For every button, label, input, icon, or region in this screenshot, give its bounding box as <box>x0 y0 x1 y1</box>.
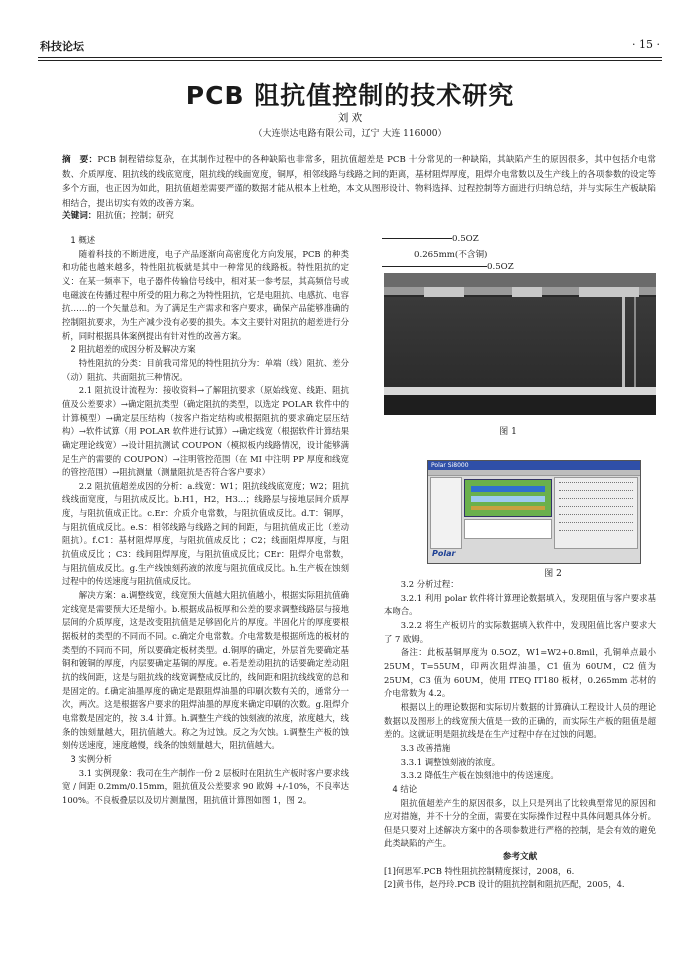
subsection-line: 3.3 改善措施 <box>400 742 451 753</box>
fig1-label-core: 0.265mm(不含铜) <box>414 250 488 260</box>
body-paragraph: 根据以上的理论数据和实际切片数据的计算确认工程设计人员的理论数据以及图形上的线宽预大值是一致的正确的，而实际生产板的阻值是超差的。这就证明是阻抗线是在生产过程中存在过蚀的问题。 <box>384 701 656 740</box>
left-column <box>62 234 349 808</box>
parameter-panel <box>554 477 638 549</box>
cross-section-image <box>384 273 656 415</box>
body-paragraph: 备注：此板基铜厚度为 0.5OZ，W1=W2+0.8mil，孔铜单点最小 25UM，T=55UM，印两次阻焊油墨，C1 值为 60UM，C2 值为 25UM，C3 值为 60UM，使用 ITEQ IT180 板材，0.265mm 芯材的介电常数为 4.2。 <box>384 647 656 699</box>
subsection-line: 3.2 分析过程： <box>400 579 459 589</box>
body-paragraph: 解决方案：a.调整线宽，线宽预大值越大阻抗值越小，根据实际阻抗值确定线宽是需要预大还是缩小。b.根据成品板厚和公差的要求调整线路层与接地层间的介质厚度，这是改变阻抗值是足够固化片的厚度。半固化片的厚度要根据板材的类型的不同而不同。c.确定介电常数。介电常数是根据所选的板材的类型的不同而不同，所以要确定板材类型。d.铜厚的确定，外层首先要确定基铜和镀铜的厚度，内层要确定基铜的厚度。e.若是差动阻抗的话要确定差动阻抗的线间距，这是与阻抗线的线宽调整成反比的，线间距和阻抗线线宽的总和是固定的。f.确定油墨厚度的确定是跟阻焊油墨的印刷次数有关的，通常分一次，两次。这是根据客户要求的阻焊油墨的厚度来确定印刷的次数。g.阻焊介电常数是固定的，按 3.4 计算。h.调整生产线的蚀刻液的浓度，浓度越大，线条的蚀刻量越大，阻抗值越大。称之为过蚀。反之为欠蚀。i.调整生产板的蚀刻传送速度，速度越慢，线条的蚀刻量越大，阻抗值越大。 <box>62 590 349 751</box>
page-number: · 15 · <box>632 38 660 51</box>
body-paragraph: 3.1 实例现象：我司在生产制作一份 2 层板时在阻抗生产板时客户要求线宽 / 间距 0.2mm/0.15mm，阻抗值及公差要求 90 欧姆 +/-10%，不良率达 100%。不良板叠层以及切片测量图，阻抗值计算图如图 1，图 2。 <box>62 767 349 805</box>
structure-diagram <box>464 479 552 517</box>
window-title: Polar Si8000 <box>428 461 640 470</box>
author: 刘 欢 <box>337 112 363 124</box>
section-heading: 4 结论 <box>392 783 418 794</box>
keywords <box>62 209 656 221</box>
body-paragraph: 2.1 阻抗设计流程为：接收资料→了解阻抗要求（原始线宽、线距、阻抗值及公差要求）→确定阻抗类型（确定阻抗的类型，以选定 POLAR 软件中的计算模型）→确定层压结构（按客户指定结构或根据阻抗的要求确定层压结构）→软件试算（用 POLAR 软件进行试算）→确定线宽（根据软件计算结果确定理论线宽）→设计阻抗测试 COUPON（模拟板内线路情况，设计能够满足生产的需要的 COUPON）→注明管控范围（在 MI 中注明 PP 厚度和线宽的管控范围）→阻抗测量（测量阻抗是否符合客户要求） <box>62 385 349 478</box>
abstract-label: 摘 要： <box>62 155 98 165</box>
figure1-caption: 图 1 <box>499 427 517 437</box>
header-rule-2 <box>38 60 662 61</box>
subsection-line: 3.3.1 调整蚀刻液的浓度。 <box>400 756 501 767</box>
keywords-label: 关键词： <box>62 211 97 221</box>
polar-software-screenshot <box>427 460 641 564</box>
body-paragraph: 3.2.1 利用 polar 软件将计算理论数据填入，发现阻值与客户要求基本吻合。 <box>384 592 656 617</box>
polar-logo: Polar <box>432 549 456 558</box>
header-rule <box>38 57 662 58</box>
section-heading: 2 阻抗超差的成因分析及解决方案 <box>70 344 196 355</box>
body-paragraph: 特性阻抗的分类：目前我司常见的特性阻抗分为：单端（线）阻抗、差分（动）阻抗、共面阻抗三种情况。 <box>62 357 349 382</box>
references-heading: 参考文献 <box>502 852 538 863</box>
subsection-line: 3.3.2 降低生产板在蚀刻池中的传送速度。 <box>400 770 559 781</box>
figure2-caption: 图 2 <box>544 569 562 579</box>
keywords-text: 阻抗值；控制；研究 <box>96 211 174 221</box>
reference-item: [2]黄书伟，赵丹玲.PCB 设计的阻抗控制和阻抗匹配，2005，4. <box>384 879 625 890</box>
fig1-label-top: 0.5OZ <box>382 234 479 244</box>
abstract-text: PCB 制程错综复杂，在其制作过程中的各种缺陷也非常多，阻抗值超差是 PCB 十分常见的一种缺陷，其缺陷产生的原因很多，其中包括介电常数、介质厚度、阻抗线的线底宽度，阻抗线的线面宽度，铜厚，相邻线路与线路之间的距离，基材阻焊厚度，阻焊介电常数以及生产线上的各项参数的设定等多个方面，也正因为如此，阻抗值超差需要严谨的数据才能从根本上杜绝，本文从图形设计、物料选择、过程控制等方面进行归纳总结，并与实际生产板缺陷相结合，提出切实有效的改善方案。 <box>62 155 656 209</box>
section-heading: 3 实例分析 <box>70 753 112 764</box>
body-paragraph: 阻抗值超差产生的原因很多，以上只是列出了比较典型常见的原因和应对措施，并不十分的全面，需要在实际操作过程中具体问题具体分析。但是只要对上述解决方案中的各项参数进行严格的控制，是会有效的避免此类缺陷的产生。 <box>384 797 656 849</box>
abstract <box>62 153 656 211</box>
body-paragraph: 2.2 阻抗值超差成因的分析：a.线宽：W1；阻抗线线底宽度；W2；阻抗线线面宽度，与阻抗成反比。b.H1，H2，H3...；线路层与接地层间介质厚度，与阻抗值成正比。c.Er：介质介电常数，与阻抗值成反比。d.T：铜厚，与阻抗值成反比。e.S：相邻线路与线路之间的间距，与阻抗值成正比（差动阻抗）。f.C1：基材阻焊厚度，与阻抗值成反比 ；C2；线面阻焊厚度，与阻抗值成反比 ；C3：线间阻焊厚度，与阻抗值成反比；CEr：阻焊介电常数，与阻抗值成反比。g.生产线蚀刻药液的浓度与阻抗值成反比。h.生产板在蚀刻过程中的传送速度与阻抗值成反比。 <box>62 480 349 587</box>
section-heading: 1 概述 <box>70 235 96 245</box>
reference-item: [1]何思军.PCB 特性阻抗控制精度探讨，2008，6. <box>384 865 575 876</box>
running-header <box>40 38 660 54</box>
body-paragraph: 随着科技的不断进度，电子产品逐渐向高密度化方向发展，PCB 的种类和功能也越来越多，特性阻抗板就是其中一种常见的线路板。特性阻抗的定义：在某一频率下，电子器件传输信号线中，相对某一参考层，其高频信号或电磁波在传播过程中所受的阻力称之为特性阻抗，它是电阻抗、电感抗、电容抗……的一个矢量总和。为了满足生产需求和客户要求，确保产品能够准确的控制阻抗要求，为生产减少没有必要的损失。本文主要针对阻抗的超差进行分析，同时根据具体案例提出有针对性的改善方案。 <box>62 248 349 341</box>
model-list <box>430 477 462 549</box>
body-paragraph: 3.2.2 将生产板切片的实际数据填入软件中，发现阻值比客户要求大了 7 欧姆。 <box>384 619 656 644</box>
fig1-label-bottom: 0.5OZ <box>382 262 514 272</box>
paper-title: PCB 阻抗值控制的技术研究 <box>185 81 515 110</box>
right-column <box>384 578 656 892</box>
affiliation: （大连崇达电路有限公司，辽宁 大连 116000） <box>253 129 447 139</box>
section-name: 科技论坛 <box>40 40 84 53</box>
